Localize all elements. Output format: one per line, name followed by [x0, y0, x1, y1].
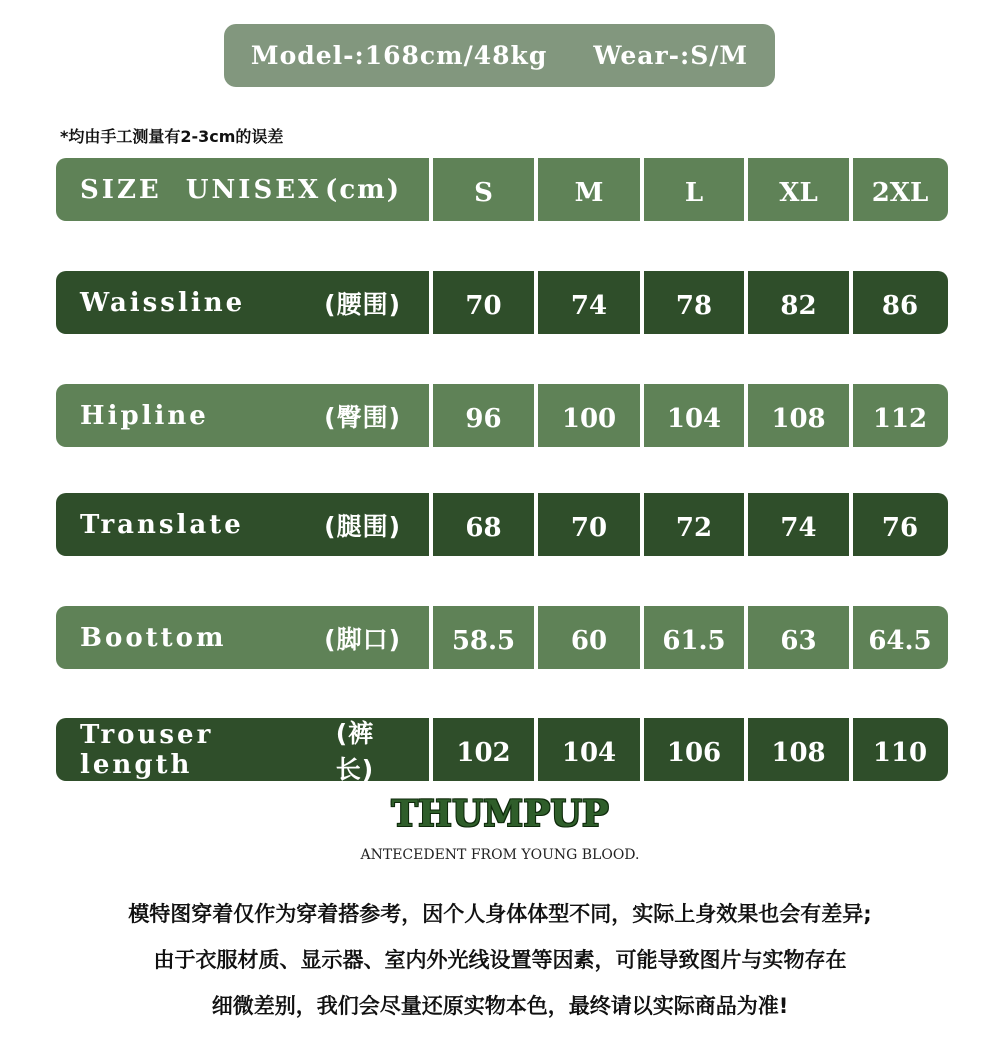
hipline-row	[56, 384, 948, 447]
value-m: 100	[561, 403, 617, 434]
value-2xl: 110	[872, 737, 928, 768]
row-label-cn: (腰围)	[324, 289, 401, 319]
value-2xl: 64.5	[868, 625, 932, 656]
value-s: 58.5	[451, 625, 516, 656]
thigh-row	[56, 493, 948, 556]
row-label	[56, 271, 429, 334]
value-2xl: 112	[872, 403, 928, 434]
row-label-cn: (腿围)	[324, 511, 401, 541]
waistline-row	[56, 271, 948, 334]
value-2xl: 86	[881, 290, 919, 321]
value-xl: 108	[771, 403, 826, 434]
measurement-note: *均由手工测量有2-3cm的误差	[60, 127, 284, 146]
value-xl: 108	[771, 737, 826, 768]
row-label-en: Hipline	[80, 400, 209, 431]
value-m: 74	[570, 290, 608, 321]
value-l: 104	[666, 403, 722, 434]
value-s: 102	[456, 737, 511, 768]
value-l: 78	[675, 290, 713, 321]
value-l: 61.5	[662, 625, 726, 656]
trouser-length-row	[56, 718, 948, 781]
disclaimer-line-3: 细微差别，我们会尽量还原实物本色，最终请以实际商品为准!	[211, 994, 789, 1018]
value-m: 60	[570, 625, 608, 656]
row-label-cn: (脚口)	[324, 624, 401, 654]
value-m: 70	[570, 512, 608, 543]
row-label-cn: (臀围)	[324, 402, 401, 432]
value-xl: 63	[780, 625, 817, 656]
size-header-2xl: 2XL	[871, 177, 929, 208]
size-header-s: S	[474, 177, 493, 208]
size-header-title: SIZE UNISEX	[80, 174, 322, 205]
row-label	[56, 384, 429, 447]
row-label-en: Boottom	[80, 622, 227, 653]
value-l: 72	[675, 512, 713, 543]
value-m: 104	[561, 737, 617, 768]
value-2xl: 76	[881, 512, 919, 543]
size-header-l: L	[684, 177, 704, 208]
value-s: 96	[465, 403, 502, 434]
size-header-row	[56, 158, 948, 221]
row-label	[56, 493, 429, 556]
hem-row	[56, 606, 948, 669]
value-s: 70	[465, 290, 502, 321]
model-measurement: Model-:168cm/48kg	[250, 41, 548, 70]
model-wear-size: Wear-:S/M	[593, 41, 749, 70]
row-label-en: Waissline	[80, 287, 246, 318]
size-header-unit: (cm)	[325, 174, 401, 205]
model-info-box	[224, 24, 775, 87]
size-header-xl: XL	[779, 177, 818, 208]
row-label	[56, 606, 429, 669]
value-l: 106	[666, 737, 722, 768]
row-label-cn: (裤长)	[335, 718, 375, 781]
size-header-m: M	[574, 177, 604, 208]
row-label-en: Trouser length	[80, 719, 214, 780]
value-xl: 82	[780, 290, 817, 321]
value-s: 68	[465, 512, 502, 543]
disclaimer-line-1: 模特图穿着仅作为穿着搭参考，因个人身体体型不同，实际上身效果也会有差异;	[128, 902, 872, 926]
row-label	[56, 718, 429, 781]
disclaimer-line-2: 由于衣服材质、显示器、室内外光线设置等因素，可能导致图片与实物存在	[153, 948, 847, 972]
size-header-label	[56, 158, 429, 221]
brand-slogan: ANTECEDENT FROM YOUNG BLOOD.	[360, 847, 640, 863]
row-label-en: Translate	[80, 509, 244, 540]
value-xl: 74	[780, 512, 817, 543]
brand-logo: THUMPUP	[391, 793, 609, 835]
